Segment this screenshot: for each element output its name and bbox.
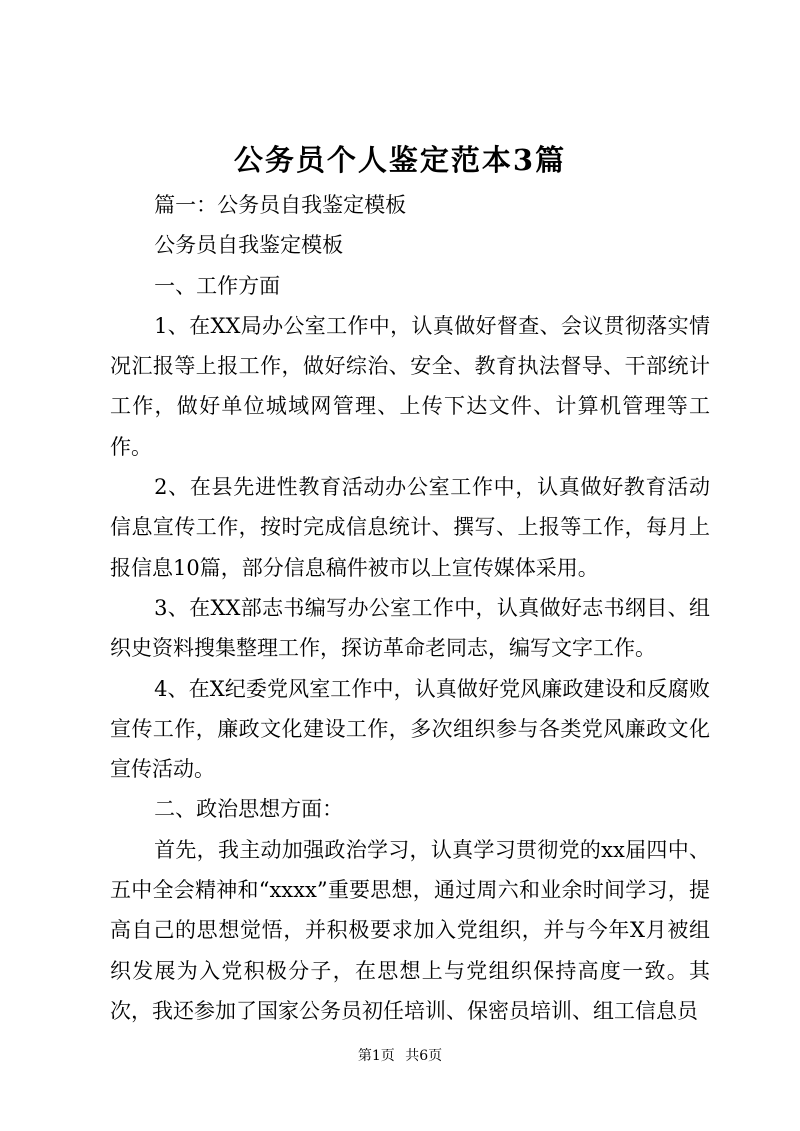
page-footer: [0, 1045, 800, 1065]
paragraph-politics-body: 首先，我主动加强政治学习，认真学习贯彻党的xx届四中、五中全会精神和“xxxx”重要思想，通过周六和业余时间学习，提高自己的思想觉悟，并积极要求加入党组织，并与今年X月被组织发展为入党积极分子，在思想上与党组织保持高度一致。其次，我还参加了国家公务员初任培训、保密员培训、组工信息员: [110, 837, 710, 1023]
document-body: [110, 185, 710, 1031]
paragraph-subtitle: 公务员自我鉴定模板: [154, 233, 344, 258]
paragraph-work-item-3: 3、在XX部志书编写办公室工作中，认真做好志书纲目、组织史资料搜集整理工作，探访革命老同志，编写文字工作。: [110, 595, 710, 661]
paragraph-work-heading: 一、工作方面: [154, 273, 281, 298]
paragraph-work-item-1: 1、在XX局办公室工作中，认真做好督查、会议贯彻落实情况汇报等上报工作，做好综治、安全、教育执法督导、干部统计工作，做好单位城域网管理、上传下达文件、计算机管理等工作。: [110, 313, 710, 459]
document-title: 公务员个人鉴定范本3篇: [233, 143, 567, 177]
paragraph-politics-heading: 二、政治思想方面：: [154, 797, 344, 822]
paragraph-work-item-2: 2、在县先进性教育活动办公室工作中，认真做好教育活动信息宣传工作，按时完成信息统计、撰写、上报等工作，每月上报信息10篇，部分信息稿件被市以上宣传媒体采用。: [110, 475, 710, 580]
paragraph-section-heading: 篇一：公务员自我鉴定模板: [154, 193, 407, 217]
page-number: 第1页: [357, 1048, 395, 1064]
page-total: 共6页: [405, 1048, 443, 1064]
paragraph-work-item-4: 4、在X纪委党风室工作中，认真做好党风廉政建设和反腐败宣传工作，廉政文化建设工作，多次组织参与各类党风廉政文化宣传活动。: [110, 676, 710, 782]
